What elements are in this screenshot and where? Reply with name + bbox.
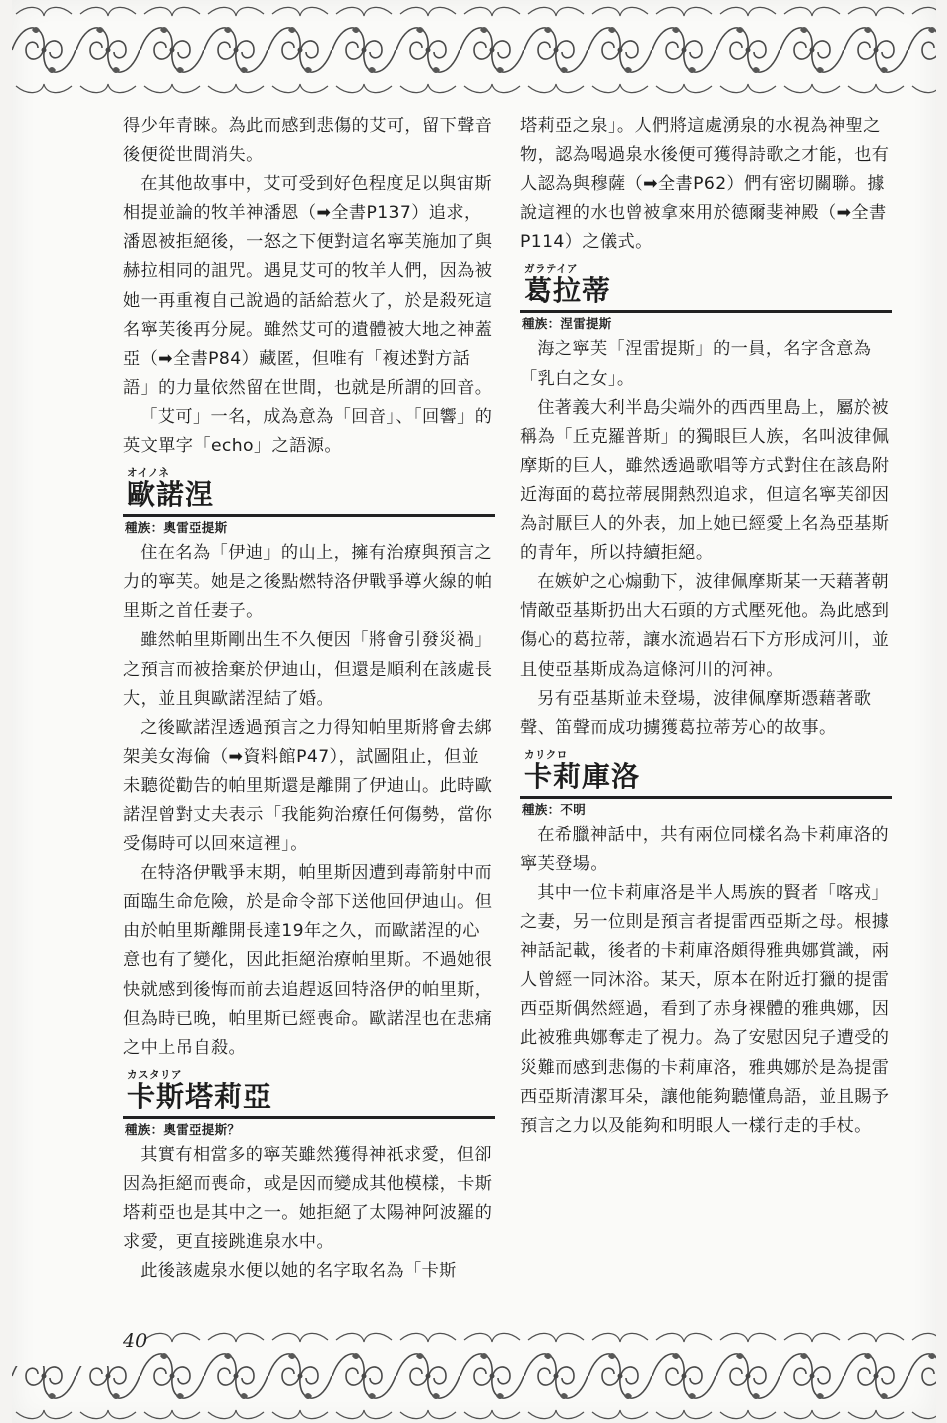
entry-title: 葛拉蒂 — [524, 274, 612, 308]
paragraph: 在嫉妒之心煽動下，波律佩摩斯某一天藉著朝情敵亞基斯扔出大石頭的方式壓死他。為此感到傷心的葛拉蒂，讓水流過岩石下方形成河川，並且使亞基斯成為這條河川的河神。 — [520, 572, 890, 680]
paragraph: 雖然帕里斯剛出生不久便因「將會引發災禍」之預言而被捨棄於伊迪山，但還是順利在該處長大，並且與歐諾涅結了婚。 — [123, 630, 493, 709]
paragraph: 另有亞基斯並未登場，波律佩摩斯憑藉著歌聲、笛聲而成功擄獲葛拉蒂芳心的故事。 — [520, 688, 872, 738]
entry-race: 種族：奧雷亞提斯 — [125, 520, 228, 536]
paragraph: 海之寧芙「涅雷提斯」的一員，名字含意為「乳白之女」。 — [520, 339, 872, 389]
paragraph: 其中一位卡莉庫洛是半人馬族的賢者「喀戎」之妻，另一位則是預言者提雷西亞斯之母。根據神話記載，後者的卡莉庫洛頗得雅典娜賞識，兩人曾經一同沐浴。某天，原本在附近打獵的提雷西亞斯偶然經過，看到了赤身裸體的雅典娜，因此被雅典娜奪走了視力。為了安慰因兒子遭受的災難而感到悲傷的卡莉庫洛，雅典娜於是為提雷西亞斯清潔耳朵，讓他能夠聽懂鳥語，並且賜予預言之力以及能夠和明眼人一樣行走的手杖。 — [520, 882, 890, 1136]
right-column — [520, 112, 892, 1141]
entry-title: 歐諾涅 — [127, 478, 215, 512]
entry-race: 種族：不明 — [522, 801, 587, 817]
entry-header-oenone — [123, 467, 495, 539]
paragraph: 在希臘神話中，共有兩位同樣名為卡莉庫洛的寧芙登場。 — [520, 824, 889, 874]
entry-title: 卡斯塔莉亞 — [127, 1079, 273, 1113]
ornamental-border-bottom — [12, 1328, 936, 1420]
entry-ruby: オイノネ — [127, 467, 170, 480]
paragraph: 在其他故事中，艾可受到好色程度足以與宙斯相提並論的牧羊神潘恩（➡全書P137）追求，潘恩被拒絕後，一怒之下便對這名寧芙施加了與赫拉相同的詛咒。遇見艾可的牧羊人們，因為被她一再重複自己說過的話給惹火了，於是殺死這名寧芙後再分屍。雖然艾可的遺體被大地之神蓋亞（➡全書P84）藏匿，但唯有「複述對方話語」的力量依然留在世間，也就是所謂的回音。 — [123, 174, 493, 398]
paragraph: 在特洛伊戰爭末期，帕里斯因遭到毒箭射中而面臨生命危險，於是命令部下送他回伊迪山。但由於帕里斯離開長達19年之久，而歐諾涅的心意也有了變化，因此拒絕治療帕里斯。不過她很快就感到後悔而前去追趕返回特洛伊的帕里斯，但為時已晚，帕里斯已經喪命。歐諾涅也在悲痛之中上吊自殺。 — [123, 863, 493, 1058]
entry-header-chariclo — [520, 749, 892, 821]
left-column — [123, 112, 495, 1286]
entry-ruby: ガラテイア — [524, 263, 578, 276]
entry-ruby: カスタリア — [127, 1068, 182, 1081]
paragraph: 「艾可」一名，成為意為「回音」、「回響」的英文單字「echo」之語源。 — [123, 406, 493, 457]
paragraph: 此後該處泉水便以她的名字取名為「卡斯 — [140, 1261, 457, 1282]
ornamental-border-top — [12, 2, 936, 98]
paragraph: 住在名為「伊迪」的山上，擁有治療與預言之力的寧芙。她是之後點燃特洛伊戰爭導火線的帕里斯之首任妻子。 — [123, 543, 493, 622]
paragraph: 住著義大利半島尖端外的西西里島上，屬於被稱為「丘克羅普斯」的獨眼巨人族，名叫波律佩摩斯的巨人，雖然透過歌唱等方式對住在該島附近海面的葛拉蒂展開熱烈追求，但這名寧芙卻因為討厭巨人的外表，加上她已經愛上名為亞基斯的青年，所以持續拒絕。 — [520, 397, 890, 564]
entry-title: 卡莉庫洛 — [524, 759, 641, 793]
paragraph: 之後歐諾涅透過預言之力得知帕里斯將會去綁架美女海倫（➡資料館P47），試圖阻止，但並未聽從勸告的帕里斯還是離開了伊迪山。此時歐諾涅曾對丈夫表示「我能夠治療任何傷勢，當你受傷時可以回來這裡」。 — [123, 717, 493, 855]
entry-header-castalia — [123, 1069, 495, 1141]
paragraph: 塔莉亞之泉」。人們將這處湧泉的水視為神聖之物，認為喝過泉水後便可獲得詩歌之才能，也有人認為與穆薩（➡全書P62）們有密切關聯。據說這裡的水也曾被拿來用於德爾斐神殿（➡全書P114）之儀式。 — [520, 116, 890, 253]
entry-ruby: カリクロ — [524, 748, 568, 761]
paragraph: 得少年青睞。為此而感到悲傷的艾可，留下聲音後便從世間消失。 — [123, 116, 493, 166]
entry-race: 種族：奧雷亞提斯？ — [125, 1121, 241, 1137]
entry-race: 種族：涅雷提斯 — [522, 316, 612, 332]
page-number: 40 — [123, 1330, 148, 1352]
entry-header-galatea — [520, 263, 892, 335]
paragraph: 其實有相當多的寧芙雖然獲得神祇求愛，但卻因為拒絕而喪命，或是因而變成其他模樣，卡斯塔莉亞也是其中之一。她拒絕了太陽神阿波羅的求愛，更直接跳進泉水中。 — [123, 1144, 493, 1253]
